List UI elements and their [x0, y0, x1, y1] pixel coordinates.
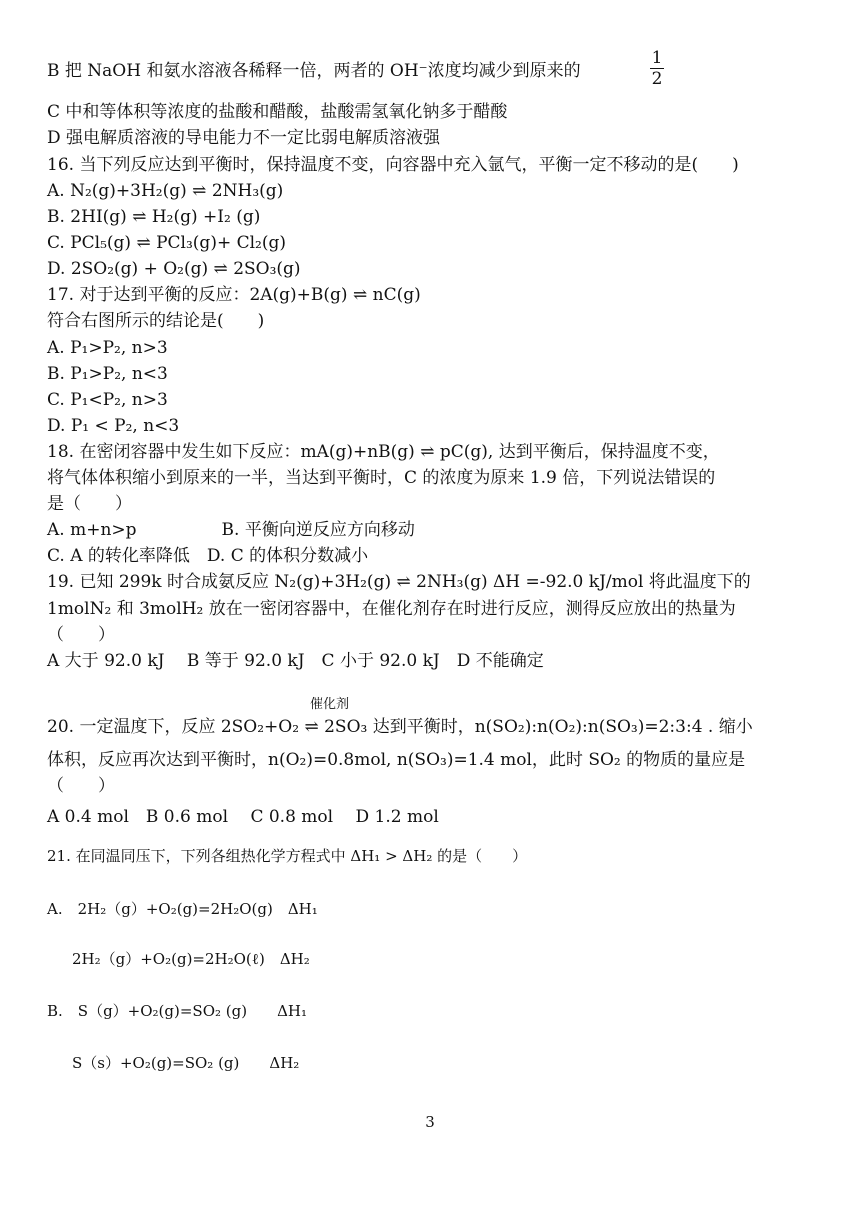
option-d-line: D 强电解质溶液的导电能力不一定比弱电解质溶液强	[47, 128, 441, 148]
question-16-option-a: A. N₂(g)+3H₂(g) ⇌ 2NH₃(g)	[47, 181, 284, 201]
question-17-stem: 17. 对于达到平衡的反应：2A(g)+B(g) ⇌ nC(g)	[47, 285, 421, 305]
question-19-line-1: 19. 已知 299k 时合成氨反应 N₂(g)+3H₂(g) ⇌ 2NH₃(g) ΔH =-92.0 kJ/mol 将此温度下的	[47, 572, 751, 592]
option-b-line: B 把 NaOH 和氨水溶液各稀释一倍，两者的 OH⁻浓度均减少到原来的	[47, 61, 581, 81]
question-17-option-a: A. P₁>P₂, n>3	[47, 338, 168, 358]
question-18-options-ab: A. m+n>p B. 平衡向逆反应方向移动	[47, 520, 415, 540]
question-16-option-d: D. 2SO₂(g) + O₂(g) ⇌ 2SO₃(g)	[47, 259, 301, 279]
catalyst-label: 催化剂	[310, 697, 350, 712]
question-21-option-a-eq2: 2H₂（g）+O₂(g)=2H₂O(ℓ) ΔH₂	[72, 950, 310, 968]
page-number: 3	[425, 1113, 435, 1131]
question-20-line-3: （ ）	[47, 776, 115, 796]
question-20-line-2: 体积，反应再次达到平衡时，n(O₂)=0.8mol, n(SO₃)=1.4 mol，此时 SO₂ 的物质的量应是	[47, 750, 746, 770]
question-17-option-c: C. P₁<P₂, n>3	[47, 390, 168, 410]
question-20-options: A 0.4 mol B 0.6 mol C 0.8 mol D 1.2 mol	[47, 807, 439, 827]
question-17-prompt: 符合右图所示的结论是( )	[47, 311, 265, 331]
question-21-option-b-eq1: B. S（g）+O₂(g)=SO₂ (g) ΔH₁	[47, 1002, 308, 1020]
question-19-options: A 大于 92.0 kJ B 等于 92.0 kJ C 小于 92.0 kJ D 不能确定	[47, 651, 544, 671]
question-16-option-c: C. PCl₅(g) ⇌ PCl₃(g)+ Cl₂(g)	[47, 233, 287, 253]
question-18-line-2: 将气体体积缩小到原来的一半，当达到平衡时，C 的浓度为原来 1.9 倍，下列说法错误的	[47, 468, 716, 488]
question-21-option-b-eq2: S（s）+O₂(g)=SO₂ (g) ΔH₂	[72, 1054, 300, 1072]
question-21-option-a-eq1: A. 2H₂（g）+O₂(g)=2H₂O(g) ΔH₁	[47, 900, 318, 918]
question-17-option-d: D. P₁ < P₂, n<3	[47, 416, 180, 436]
question-18-line-1: 18. 在密闭容器中发生如下反应：mA(g)+nB(g) ⇌ pC(g), 达到平衡后，保持温度不变，	[47, 442, 720, 462]
question-21-stem: 21. 在同温同压下，下列各组热化学方程式中 ΔH₁ > ΔH₂ 的是（ ）	[47, 847, 528, 865]
question-19-line-2: 1molN₂ 和 3molH₂ 放在一密闭容器中，在催化剂存在时进行反应，测得反应放出的热量为	[47, 599, 736, 619]
question-18-options-cd: C. A 的转化率降低 D. C 的体积分数减小	[47, 546, 369, 566]
fraction-one-half	[648, 48, 666, 89]
option-c-line: C 中和等体积等浓度的盐酸和醋酸，盐酸需氢氧化钠多于醋酸	[47, 102, 508, 122]
question-16-option-b: B. 2HI(g) ⇌ H₂(g) +I₂ (g)	[47, 207, 261, 227]
question-20-line-1: 20. 一定温度下，反应 2SO₂+O₂ ⇌ 2SO₃ 达到平衡时，n(SO₂):n(O₂):n(SO₃)=2:3:4 . 缩小	[47, 717, 753, 737]
fraction-denominator: 2	[651, 69, 663, 89]
question-16-stem: 16. 当下列反应达到平衡时，保持温度不变，向容器中充入氩气，平衡一定不移动的是( )	[47, 155, 739, 175]
question-17-option-b: B. P₁>P₂, n<3	[47, 364, 168, 384]
question-19-line-3: （ ）	[47, 625, 115, 645]
fraction-numerator: 1	[651, 48, 663, 68]
question-18-line-3: 是（ ）	[47, 494, 132, 514]
